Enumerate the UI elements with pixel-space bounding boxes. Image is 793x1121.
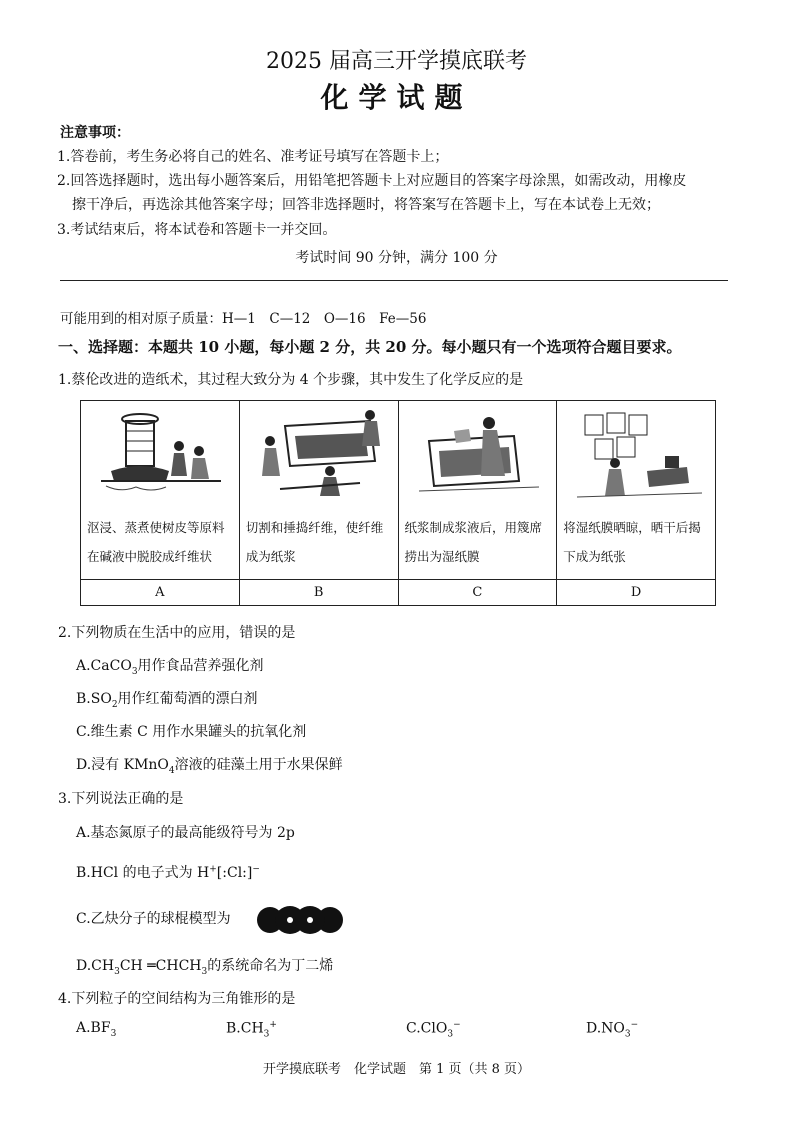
q3-option-c: C.乙炔分子的球棍模型为: [76, 911, 231, 927]
divider: [60, 280, 728, 281]
acetylene-ball-stick-model: [256, 905, 344, 939]
q3-option-d: $D.CH_3CH$ $═CHCH_3$的系统命名为丁二烯: [76, 958, 334, 977]
q3-option-a: A.基态氮原子的最高能级符号为 2p: [76, 825, 295, 841]
atomic-mass-line: 可能用到的相对原子质量：H—1 C—12 O—16 Fe—56: [60, 311, 427, 327]
subject-title: 化学试题: [320, 81, 473, 114]
notes-heading: 注意事项：: [60, 125, 130, 141]
step-c-label: C: [398, 580, 557, 606]
q4-option-a: $A.BF_3$: [76, 1020, 117, 1039]
exam-time: 考试时间 90 分钟，满分 100 分: [295, 250, 498, 266]
step-b-label: B: [239, 580, 398, 606]
note-item-2: 2.回答选择题时，选出每小题答案后，用铅笔把答题卡上对应题目的答案字母涂黑，如需改动，用橡皮: [57, 173, 687, 189]
step-d-illustration: [557, 401, 715, 509]
step-a-illustration: [81, 401, 239, 509]
step-a-label: A: [81, 580, 240, 606]
q4-option-c: C.ClO$_3$−: [406, 1020, 461, 1040]
q3-option-b: B.HCl 的电子式为 H+[:Cl:]−: [76, 864, 260, 881]
q3-stem: 3.下列说法正确的是: [58, 791, 184, 807]
q2-option-a: A.CaCO$_3$用作食品营养强化剂: [76, 658, 264, 677]
q1-stem: 1.蔡伦改进的造纸术，其过程大致分为 4 个步骤，其中发生了化学反应的是: [58, 372, 524, 388]
hcl-electron-formula: [:Cl:]: [216, 865, 253, 881]
note-item-3: 3.考试结束后，将本试卷和答题卡一并交回。: [57, 222, 337, 238]
step-d-label: D: [557, 580, 716, 606]
q4-option-b: $B.CH_3^+$: [226, 1020, 277, 1040]
step-c-illustration: [399, 401, 557, 509]
note-item-1: 1.答卷前，考生务必将自己的姓名、准考证号填写在答题卡上；: [57, 149, 449, 165]
q2-option-b: $B.SO_2$用作红葡萄酒的漂白剂: [76, 691, 258, 710]
q2-option-d: D.浸有 KMnO$_4$溶液的硅藻土用于水果保鲜: [76, 757, 343, 776]
note-item-2-cont: 擦干净后，再选涂其他答案字母；回答非选择题时，将答案写在答题卡上，写在本试卷上无效；: [72, 197, 660, 213]
q1-steps-table: [80, 400, 716, 606]
step-b-description: 切割和捶捣纤维，使纤维成为纸浆: [245, 520, 384, 564]
step-c-description: 纸浆制成浆液后，用篾席捞出为湿纸膜: [404, 520, 543, 564]
section-heading: 一、选择题：本题共 10 小题，每小题 2 分，共 20 分。每小题只有一个选项符合题目要求。: [58, 338, 682, 356]
step-a-description: 沤浸、蒸煮使树皮等原料在碱液中脱胶成纤维状: [87, 520, 225, 564]
q4-option-d: $D.NO_3^-$: [586, 1020, 639, 1040]
page-footer: 开学摸底联考 化学试题 第 1 页（共 8 页）: [262, 1062, 531, 1077]
q2-stem: 2.下列物质在生活中的应用，错误的是: [58, 625, 296, 641]
step-d-description: 将湿纸膜晒晾，晒干后揭下成为纸张: [563, 520, 701, 564]
q4-stem: 4.下列粒子的空间结构为三角锥形的是: [58, 991, 296, 1007]
q2-option-c: C.维生素 C 用作水果罐头的抗氧化剂: [76, 724, 307, 740]
step-b-illustration: [240, 401, 398, 509]
exam-title: 2025 届高三开学摸底联考: [266, 49, 527, 74]
